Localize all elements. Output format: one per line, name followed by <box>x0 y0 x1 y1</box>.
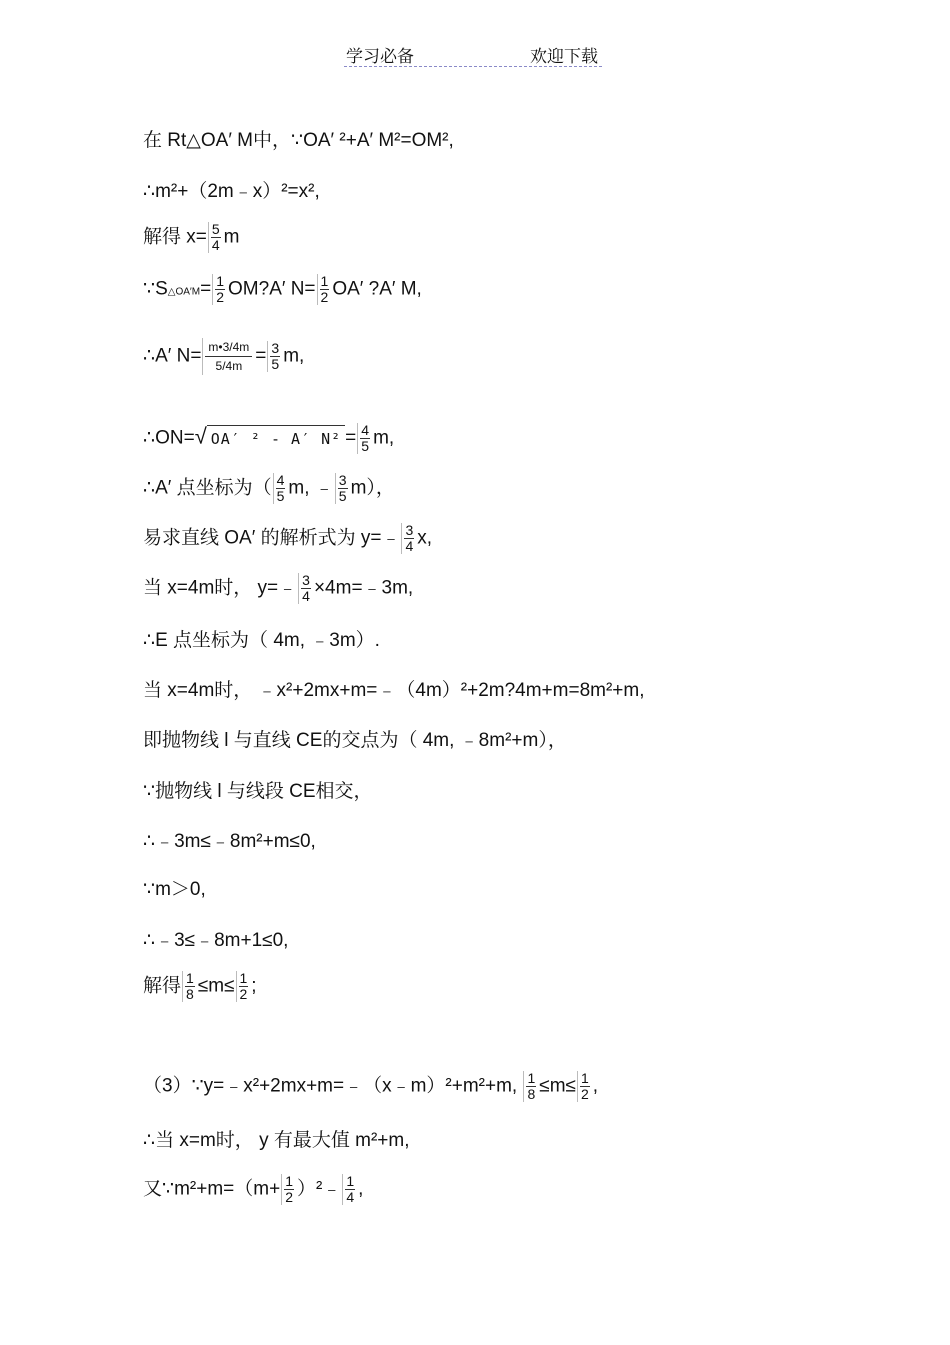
denominator: 4 <box>211 237 220 253</box>
numerator: 3 <box>405 522 414 538</box>
numerator: 1 <box>527 1070 536 1086</box>
numerator: 5 <box>211 221 220 237</box>
text: ; <box>251 975 257 997</box>
denominator: 5/4m <box>215 359 243 373</box>
fraction <box>182 971 197 1002</box>
numerator: m•3/4m <box>205 338 252 357</box>
line-6 <box>143 423 394 454</box>
text: 又∵m²+m=（m+ <box>143 1178 281 1200</box>
denominator: 2 <box>320 289 329 305</box>
line-15: ∵m＞0, <box>143 879 206 900</box>
line-16: ∴﹣3≤﹣8m+1≤0, <box>143 930 289 951</box>
numerator: 3 <box>271 340 280 356</box>
fraction <box>236 971 251 1002</box>
denominator: 8 <box>527 1086 536 1102</box>
header-left-text: 学习必备 <box>346 47 414 66</box>
numerator: 1 <box>320 273 329 289</box>
numerator: 1 <box>186 970 194 986</box>
compound-fraction <box>202 338 254 375</box>
denominator: 2 <box>285 1189 293 1205</box>
text: 解得 x= <box>143 226 207 248</box>
fraction <box>298 573 313 604</box>
numerator: 1 <box>239 970 248 986</box>
line-7 <box>143 473 395 504</box>
denominator: 4 <box>346 1189 355 1205</box>
line-19: ∴当 x=m时， y 有最大值 m²+m, <box>143 1130 410 1151</box>
numerator: 1 <box>285 1173 293 1189</box>
text: = <box>345 427 357 449</box>
line-4 <box>143 274 422 306</box>
denominator: 4 <box>302 588 310 604</box>
denominator: 2 <box>216 289 225 305</box>
numerator: 4 <box>361 422 370 438</box>
line-10: ∴E 点坐标为（ 4m, ﹣3m）. <box>143 630 380 651</box>
text: m <box>223 226 240 248</box>
numerator: 4 <box>276 472 285 488</box>
text: （3）∵y=﹣x²+2mx+m=﹣（x﹣m）²+m²+m, <box>143 1075 523 1097</box>
fraction <box>335 473 350 504</box>
text: ∴A′ N= <box>143 345 202 367</box>
fraction <box>523 1071 538 1102</box>
line-9 <box>143 573 413 604</box>
numerator: 3 <box>338 472 347 488</box>
line-17 <box>143 971 257 1002</box>
fraction <box>273 473 288 504</box>
fraction <box>212 274 227 305</box>
fraction <box>208 222 223 253</box>
line-8 <box>143 523 432 554</box>
line-1: 在 Rt△OA′ M中，∵OA′ ²+A′ M²=OM², <box>143 130 454 151</box>
page-header <box>344 42 602 67</box>
line-14: ∴﹣3m≤﹣8m²+m≤0, <box>143 831 316 852</box>
fraction <box>357 423 372 454</box>
fraction <box>281 1174 296 1205</box>
text: m, <box>283 345 305 367</box>
subscript: △OA′M <box>167 286 201 298</box>
text: ≤m≤ <box>197 975 235 997</box>
radical-sign: √ <box>194 423 207 449</box>
line-3 <box>143 222 240 253</box>
numerator: 3 <box>302 572 310 588</box>
text: x, <box>417 527 433 549</box>
line-20 <box>143 1174 363 1205</box>
text: m）， <box>350 477 395 499</box>
text: ∴ON= <box>143 427 195 449</box>
text: ∴A′ 点坐标为（ <box>143 477 272 499</box>
numerator: 1 <box>580 1070 589 1086</box>
denominator: 8 <box>186 986 194 1002</box>
radicand: OA′ ² - A′ N² <box>207 425 345 452</box>
text: ≤m≤ <box>539 1075 576 1097</box>
denominator: 5 <box>361 438 370 454</box>
text: ∵S <box>143 278 168 300</box>
numerator: 1 <box>216 273 225 289</box>
text: , <box>592 1075 599 1097</box>
line-12: 即抛物线 l 与直线 CE的交点为（ 4m, ﹣8m²+m）， <box>143 730 567 751</box>
line-13: ∵抛物线 l 与线段 CE相交， <box>143 781 373 802</box>
text: 当 x=4m时， y=﹣ <box>143 577 298 599</box>
text: ×4m=﹣3m, <box>313 577 414 599</box>
denominator: 2 <box>580 1086 589 1102</box>
header-right-text: 欢迎下载 <box>530 47 598 66</box>
fraction <box>267 341 282 372</box>
text: = <box>200 278 212 300</box>
text: m, <box>373 427 395 449</box>
line-11: 当 x=4m时， ﹣x²+2mx+m=﹣（4m）²+2m?4m+m=8m²+m, <box>143 680 645 701</box>
text: OM?A′ N= <box>228 278 316 300</box>
text: m, ﹣ <box>288 477 334 499</box>
text: 解得 <box>143 975 182 997</box>
fraction <box>342 1174 357 1205</box>
numerator: 1 <box>346 1173 355 1189</box>
fraction <box>577 1071 592 1102</box>
text: OA′ ?A′ M, <box>332 278 422 300</box>
line-2: ∴m²+（2m﹣x）²=x², <box>143 181 320 202</box>
denominator: 2 <box>239 986 248 1002</box>
text: ）²﹣ <box>296 1178 342 1200</box>
denominator: 4 <box>405 538 414 554</box>
fraction <box>317 274 332 305</box>
line-18 <box>143 1071 598 1102</box>
denominator: 5 <box>276 488 285 504</box>
fraction <box>401 523 416 554</box>
text: , <box>358 1178 364 1200</box>
denominator: 5 <box>271 356 280 372</box>
text: = <box>255 345 267 367</box>
denominator: 5 <box>338 488 347 504</box>
line-5 <box>143 338 304 375</box>
text: 易求直线 OA′ 的解析式为 y=﹣ <box>143 527 401 549</box>
